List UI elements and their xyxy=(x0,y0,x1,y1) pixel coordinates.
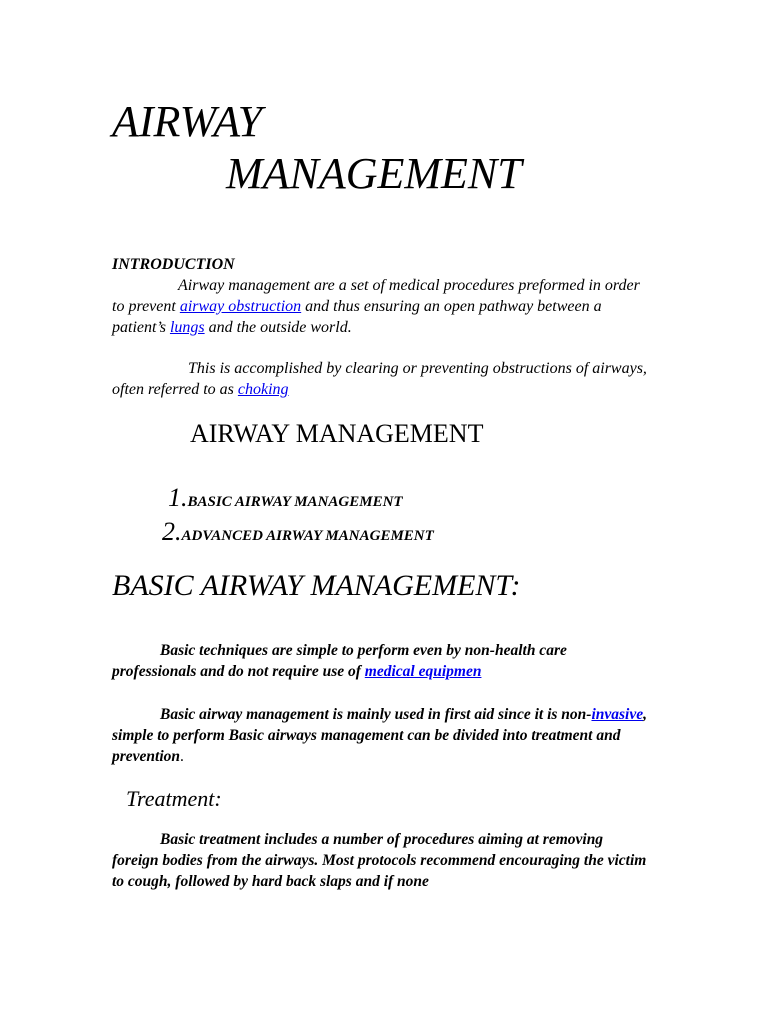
list-item-label: ADVANCED AIRWAY MANAGEMENT xyxy=(181,528,434,544)
basic-paragraph-2-text-c: . xyxy=(180,748,184,765)
paragraph-gap xyxy=(112,338,652,358)
introduction-text xyxy=(112,275,652,400)
treatment-heading: Treatment: xyxy=(126,786,222,811)
treatment-paragraph-content xyxy=(112,829,652,892)
treatment-paragraph-text: Basic treatment includes a number of procedures aiming at removing foreign bodies from the airways. Most protocols recommend encouraging the victim to cough, followed by hard back slaps and if none xyxy=(112,831,647,890)
list-item-label: BASIC AIRWAY MANAGEMENT xyxy=(187,494,403,510)
intro-paragraph-1-text-c: and the outside world. xyxy=(204,319,352,336)
basic-paragraph-1-content xyxy=(112,640,652,682)
list-item-number: 1. xyxy=(168,483,188,512)
basic-paragraph-2-text-b: , simple to perform Basic airways management can be divided into treatment and prevention xyxy=(112,706,647,765)
intro-paragraph-2 xyxy=(112,358,652,400)
intro-paragraph-2-text-a: This is accomplished by clearing or preventing obstructions of airways, often referred to as xyxy=(112,360,647,398)
basic-paragraph-1-indent xyxy=(112,642,160,659)
basic-paragraph-1-text-a: Basic techniques are simple to perform even by non-health care professionals and do not require use of xyxy=(112,642,567,680)
choking-link[interactable]: choking xyxy=(237,381,289,398)
intro-paragraph-1-text-b: and thus ensuring an open pathway between a patient’s xyxy=(112,298,602,336)
medical-equipment-link[interactable]: medical equipmen xyxy=(364,663,482,680)
introduction-heading: INTRODUCTION xyxy=(112,256,235,273)
treatment-paragraph xyxy=(112,829,652,892)
treatment-paragraph-indent xyxy=(112,831,160,848)
title-line-2: MANAGEMENT xyxy=(226,149,522,198)
basic-paragraph-2-content xyxy=(112,704,652,767)
intro-paragraph-1-text-a: Airway management are a set of medical procedures preformed in order to prevent xyxy=(112,277,640,315)
basic-paragraph-2 xyxy=(112,704,652,767)
basic-paragraph-2-indent xyxy=(112,706,160,723)
title-line-1: AIRWAY xyxy=(112,97,263,146)
list-item xyxy=(168,485,403,515)
intro-paragraph-1-indent xyxy=(112,277,178,294)
invasive-link[interactable]: invasive xyxy=(591,706,644,723)
airway-management-heading: AIRWAY MANAGEMENT xyxy=(190,419,484,448)
basic-airway-management-heading: BASIC AIRWAY MANAGEMENT: xyxy=(112,569,521,602)
airway-obstruction-link[interactable]: airway obstruction xyxy=(179,298,302,315)
intro-paragraph-2-indent xyxy=(112,360,188,377)
list-item-number: 2. xyxy=(162,517,182,546)
lungs-link[interactable]: lungs xyxy=(169,319,205,336)
basic-paragraph-2-text-a: Basic airway management is mainly used in first aid since it is non- xyxy=(160,706,592,723)
list-item xyxy=(162,519,434,549)
intro-paragraph-1 xyxy=(112,275,652,338)
basic-paragraph-1 xyxy=(112,640,652,682)
